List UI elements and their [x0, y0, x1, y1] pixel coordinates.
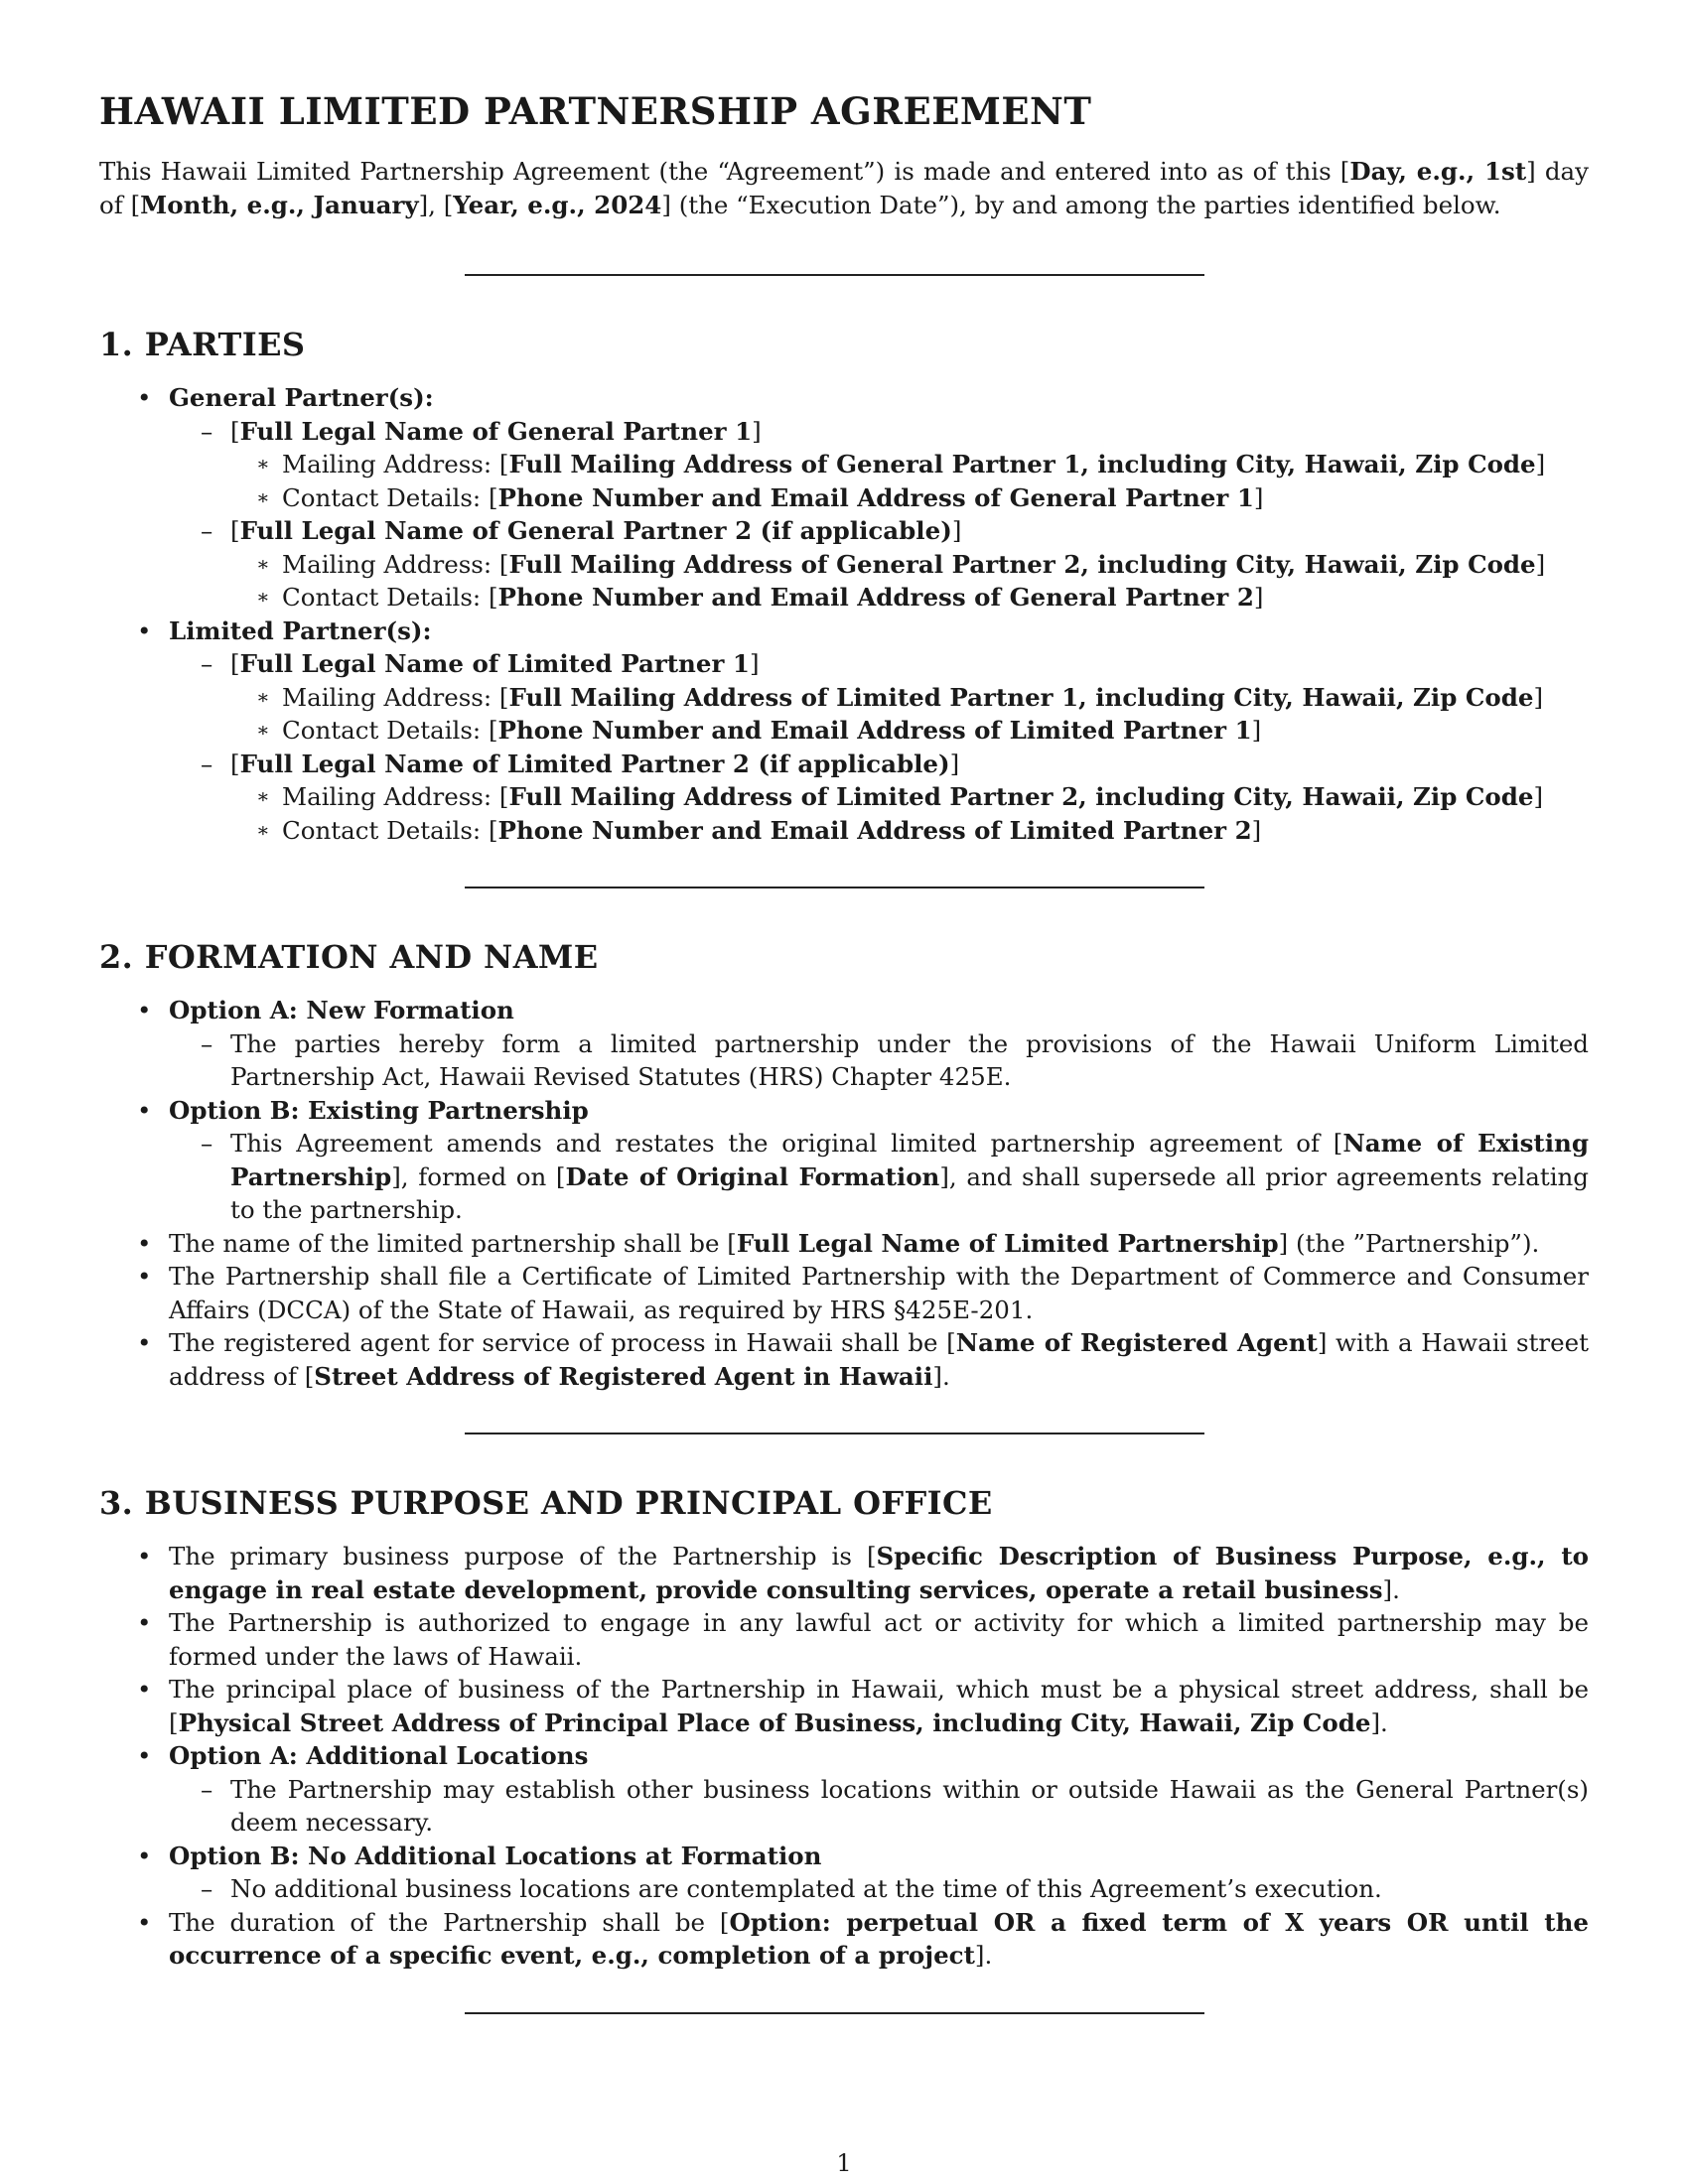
list-item: – No additional business locations are contemplated at the time of this Agreement’s execution. [201, 1874, 1382, 1903]
page-number: 1 [836, 2149, 852, 2177]
list-item: ∗ Contact Details: [Phone Number and Email Address of General Partner 1] [256, 482, 1264, 512]
list-item: ∗ Contact Details: [Phone Number and Email Address of Limited Partner 1] [256, 716, 1262, 745]
day-placeholder: Day, e.g., 1st [1349, 157, 1527, 186]
list-item: • The duration of the Partnership shall be [Option: perpetual OR a fixed term of X years OR until the occurrence of a specific event, e.g., completion of a project]. [137, 1907, 1589, 1970]
year-placeholder: Year, e.g., 2024 [453, 191, 662, 219]
list-item: – This Agreement amends and restates the original limited partnership agreement of [Name of Existing Partnership], formed on [Date of Original Formation], and shall supersede all prior agreements relating to the partnership. [201, 1129, 1590, 1224]
list-item: – The parties hereby form a limited partnership under the provisions of the Hawaii Uniform Limited Partnership Act, Hawaii Revised Statutes (HRS) Chapter 425E. [201, 1028, 1589, 1091]
section-3-title: 3. BUSINESS PURPOSE AND PRINCIPAL OFFICE [99, 1484, 993, 1522]
list-item: • The name of the limited partnership shall be [Full Legal Name of Limited Partnership] (the ”Partnership”). [137, 1228, 1540, 1258]
list-item: • The primary business purpose of the Partnership is [Specific Description of Business Purpose, e.g., to engage in real estate development, provide consulting services, operate a retail business]. [137, 1542, 1589, 1604]
list-item: – [Full Legal Name of General Partner 1] ∗ Mailing Address: [Full Mailing Address of General Partner 1, including City, Hawaii, Zip Code] ∗ Contact Details: [Phone Number and Email Address of General Partner 1] [169, 415, 1589, 515]
list-item: • The Partnership is authorized to engage in any lawful act or activity for which a limited partnership may be formed under the laws of Hawaii. [137, 1608, 1589, 1671]
section-2-title: 2. FORMATION AND NAME [99, 938, 599, 976]
list-item: ∗ Contact Details: [Phone Number and Email Address of General Partner 2] [256, 583, 1264, 612]
list-item: • The Partnership shall file a Certificate of Limited Partnership with the Department of Commerce and Consumer Affairs (DCCA) of the State of Hawaii, as required by HRS §425E-201. [137, 1262, 1589, 1324]
list-item: – [Full Legal Name of Limited Partner 1] ∗ Mailing Address: [Full Mailing Address of Limited Partner 1, including City, Hawaii, Zip Code] ∗ Contact Details: [Phone Number and Email Address of Limited Partner 1] [169, 647, 1589, 748]
list-item: ∗ Mailing Address: [Full Mailing Address of Limited Partner 2, including City, Hawaii, Zip Code] [256, 782, 1544, 811]
list-item: • Option B: Existing Partnership – This Agreement amends and restates the original limited partnership agreement of [Name of Existing Partnership], formed on [Date of Original Formation], and shall supersede all prior agreements relating to the partnership. [99, 1094, 1589, 1227]
list-item: ∗ Mailing Address: [Full Mailing Address of Limited Partner 1, including City, Hawaii, Zip Code] [256, 682, 1544, 712]
section-divider [465, 1433, 1204, 1434]
section-divider [465, 274, 1204, 276]
list-item: – [Full Legal Name of Limited Partner 2 (if applicable)] ∗ Mailing Address: [Full Mailing Address of Limited Partner 2, including City, Hawaii, Zip Code] ∗ Contact Details: [Phone Number and Email Address of Limited Partner 2] [169, 748, 1589, 848]
document-page [99, 89, 1589, 2014]
section-divider [465, 887, 1204, 888]
list-item: ∗ Mailing Address: [Full Mailing Address of General Partner 1, including City, Hawaii, Zip Code] [256, 450, 1546, 478]
section-divider [465, 2012, 1204, 2014]
month-placeholder: Month, e.g., January [140, 191, 419, 219]
section-1-title: 1. PARTIES [99, 326, 306, 363]
list-item: • The principal place of business of the Partnership in Hawaii, which must be a physical street address, shall be [Physical Street Address of Principal Place of Business, including City, Hawaii, Zip Code]. [137, 1675, 1589, 1737]
document-title: HAWAII LIMITED PARTNERSHIP AGREEMENT [99, 89, 1092, 133]
list-item: • Limited Partner(s): – [Full Legal Name of Limited Partner 1] ∗ Mailing Address: [Full Mailing Address of Limited Partner 1, including City, Hawaii, Zip Code] ∗ Contact Details: [Phone Number and Email Address of Limited Partner 1] – [Full Legal Name of Limited Partner 2 (if applicable)] ∗ Mailing Address: [Full Mailing Address of Limited Partner 2, including City, Hawaii, Zip Code] ∗ Contact Details: [Phone Number and Email Address of Limited Partner 2] [99, 614, 1589, 848]
list-item: • General Partner(s): – [Full Legal Name of General Partner 1] ∗ Mailing Address: [Full Mailing Address of General Partner 1, including City, Hawaii, Zip Code] ∗ Contact Details: [Phone Number and Email Address of General Partner 1] – [Full Legal Name of General Partner 2 (if applicable)] ∗ Mailing Address: [Full Mailing Address of General Partner 2, including City, Hawaii, Zip Code] ∗ Contact Details: [Phone Number and Email Address of General Partner 2] [99, 381, 1589, 614]
list-item: ∗ Mailing Address: [Full Mailing Address of General Partner 2, including City, Hawaii, Zip Code] [256, 549, 1546, 579]
list-item: • Option A: Additional Locations – The Partnership may establish other business locations within or outside Hawaii as the General Partner(s) deem necessary. [99, 1739, 1589, 1840]
formation-list [99, 994, 1589, 1393]
list-item: • Option B: No Additional Locations at Formation – No additional business locations are contemplated at the time of this Agreement’s execution. [99, 1840, 1589, 1906]
business-purpose-list [99, 1540, 1589, 1973]
list-item: – The Partnership may establish other business locations within or outside Hawaii as the General Partner(s) deem necessary. [201, 1774, 1589, 1837]
list-item: • The registered agent for service of process in Hawaii shall be [Name of Registered Agent] with a Hawaii street address of [Street Address of Registered Agent in Hawaii]. [137, 1328, 1589, 1391]
list-item: – [Full Legal Name of General Partner 2 (if applicable)] ∗ Mailing Address: [Full Mailing Address of General Partner 2, including City, Hawaii, Zip Code] ∗ Contact Details: [Phone Number and Email Address of General Partner 2] [169, 514, 1589, 614]
list-item: ∗ Contact Details: [Phone Number and Email Address of Limited Partner 2] [256, 815, 1262, 845]
parties-list [99, 381, 1589, 847]
list-item: • Option A: New Formation – The parties hereby form a limited partnership under the provisions of the Hawaii Uniform Limited Partnership Act, Hawaii Revised Statutes (HRS) Chapter 425E. [99, 994, 1589, 1094]
intro-paragraph: This Hawaii Limited Partnership Agreement (the “Agreement”) is made and entered into as of this [Day, e.g., 1st] day of [Month, e.g., January], [Year, e.g., 2024] (the “Execution Date”), by and among the parties identified below. [99, 157, 1589, 219]
